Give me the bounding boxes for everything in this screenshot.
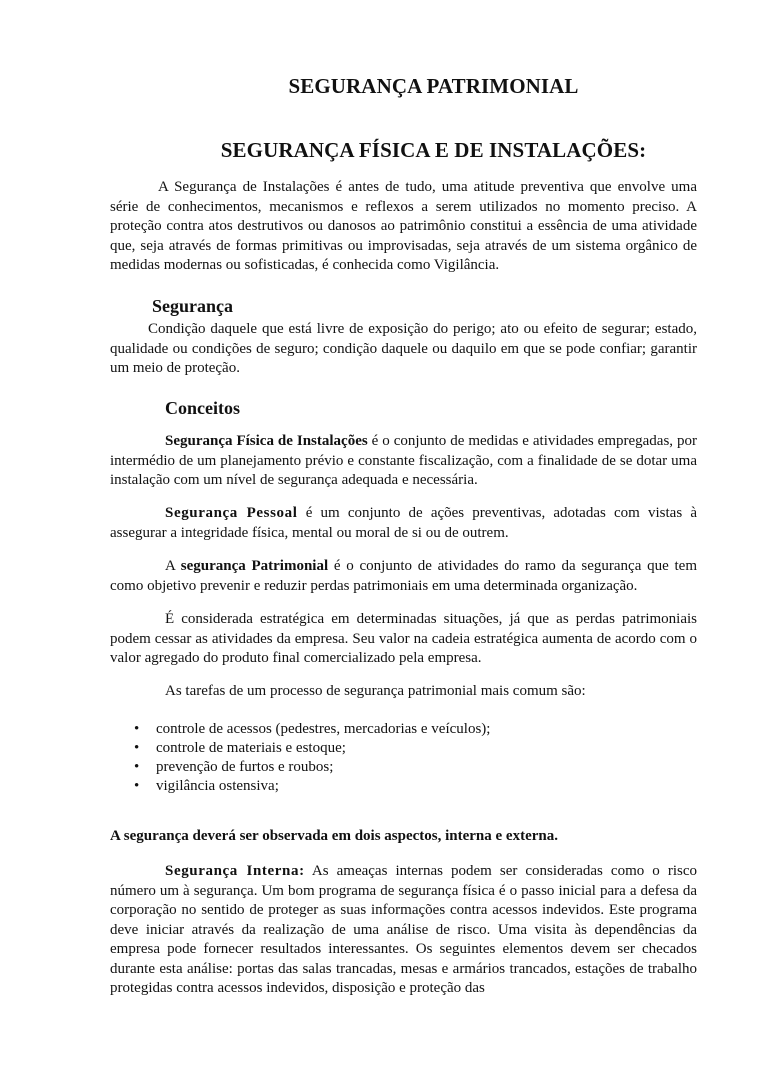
bullet-icon: • bbox=[134, 740, 140, 756]
concept-patrimonial-term: segurança Patrimonial bbox=[180, 558, 329, 574]
concept-pessoal-paragraph bbox=[110, 504, 697, 543]
intro-paragraph bbox=[110, 178, 697, 276]
tasks-list bbox=[110, 720, 490, 796]
heading-conceitos: Conceitos bbox=[165, 398, 240, 418]
list-item bbox=[110, 777, 490, 796]
seguranca-paragraph bbox=[110, 320, 697, 379]
intro-text: A Segurança de Instalações é antes de tudo, uma atitude preventiva que envolve uma série de conhecimentos, mecanismos e reflexos a serem utilizados no momento preciso. A proteção contra atos destrutivos ou danosos ao patrimônio constitui a essência de uma atividade que, seja através de formas primitivas ou improvisadas, seja através de um sistema orgânico de medidas modernas ou sofisticadas, é conhecida como Vigilância. bbox=[110, 179, 697, 273]
list-item-text: vigilância ostensiva; bbox=[156, 778, 279, 794]
strategic-text: É considerada estratégica em determinadas situações, já que as perdas patrimoniais podem cessar as atividades da empresa. Seu valor na cadeia estratégica aumenta de acordo com o valor agregado do produto final comercializado pela empresa. bbox=[110, 611, 697, 666]
list-item bbox=[110, 758, 490, 777]
list-item bbox=[110, 739, 490, 758]
document-subtitle: SEGURANÇA FÍSICA E DE INSTALAÇÕES: bbox=[220, 138, 647, 162]
aspects-heading-block bbox=[110, 827, 697, 847]
concept-fisica-text: é o conjunto de medidas e atividades empregadas, por intermédio de um planejamento prévio e constante fiscalização, com a finalidade de se dotar uma instalação com um nível de segurança adequada e necessária. bbox=[110, 433, 697, 488]
strategic-paragraph bbox=[110, 610, 697, 669]
list-item-text: controle de materiais e estoque; bbox=[156, 740, 346, 756]
seguranca-text: Condição daquele que está livre de exposição do perigo; ato ou efeito de segurar; estado, qualidade ou condições de seguro; condição daquele ou daquilo em que se pode confiar; garantir um meio de proteção. bbox=[110, 321, 697, 376]
bullet-icon: • bbox=[134, 778, 140, 794]
tasks-intro-text: As tarefas de um processo de segurança patrimonial mais comum são: bbox=[165, 683, 586, 699]
document-title: SEGURANÇA PATRIMONIAL bbox=[288, 74, 579, 98]
seguranca-interna-text: As ameaças internas podem ser consideradas como o risco número um à segurança. Um bom programa de segurança física é o passo inicial para a defesa da corporação no sentido de proteger as suas informações contra acessos indevidos. Este programa deve iniciar através da realização de uma análise de risco. Uma visita às dependências da empresa pode fornecer resultados interessantes. Os seguintes elementos devem ser checados durante esta análise: portas das salas trancadas, mesas e armários trancados, estações de trabalho protegidas contra acessos indevidos, disposição e proteção das bbox=[110, 863, 697, 996]
concept-pessoal-text: é um conjunto de ações preventivas, adotadas com vistas à assegurar a integridade física, mental ou moral de si ou de outrem. bbox=[110, 505, 697, 541]
tasks-intro-paragraph bbox=[110, 682, 697, 702]
seguranca-interna-term: Segurança Interna: bbox=[165, 863, 305, 879]
bullet-icon: • bbox=[134, 721, 140, 737]
aspects-heading: A segurança deverá ser observada em dois aspectos, interna e externa. bbox=[110, 828, 558, 844]
seguranca-interna-paragraph bbox=[110, 862, 697, 999]
concept-patrimonial-paragraph bbox=[110, 557, 697, 596]
concept-patrimonial-text: é o conjunto de atividades do ramo da segurança que tem como objetivo prevenir e reduzir perdas patrimoniais em uma determinada organização. bbox=[110, 558, 697, 594]
heading-seguranca: Segurança bbox=[152, 296, 233, 316]
list-item-text: controle de acessos (pedestres, mercadorias e veículos); bbox=[156, 721, 491, 737]
bullet-icon: • bbox=[134, 759, 140, 775]
concept-fisica-term: Segurança Física de Instalações bbox=[165, 433, 368, 449]
concept-fisica-paragraph bbox=[110, 432, 697, 491]
list-item-text: prevenção de furtos e roubos; bbox=[156, 759, 334, 775]
concept-pessoal-term: Segurança Pessoal bbox=[165, 505, 298, 521]
list-item bbox=[110, 720, 490, 739]
concept-patrimonial-prefix: A bbox=[165, 558, 181, 574]
